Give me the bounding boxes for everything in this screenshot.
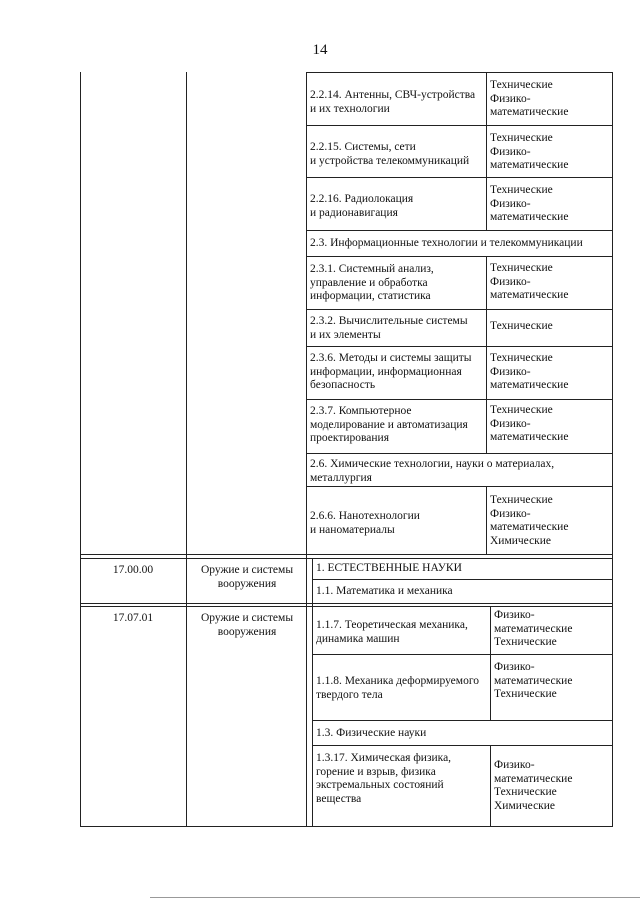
group-heading: 2.6. Химические технологии, науки о материалах, металлургия — [310, 458, 555, 484]
row-divider-full — [80, 554, 613, 555]
section-heading: 1. ЕСТЕСТВЕННЫЕ НАУКИ — [316, 562, 462, 574]
name-cell: Оружие и системы вооружения — [200, 612, 294, 638]
specialty-cell: 2.2.16. Радиолокация и радионавигация — [310, 193, 414, 219]
specialty-cell: 2.3.2. Вычислительные системы и их элементы — [310, 315, 468, 341]
fields-cell: Технические Физико- математические — [490, 262, 569, 301]
row-divider-full — [80, 558, 613, 559]
row-divider — [306, 346, 613, 347]
row-divider-full — [80, 603, 613, 604]
specialty-cell: 2.3.1. Системный анализ, управление и обработка информации, статистика — [310, 263, 434, 302]
specialty-cell: 2.3.7. Компьютерное моделирование и автоматизация проектирования — [310, 405, 468, 444]
scan-edge-line — [150, 897, 640, 901]
page-number: 14 — [312, 42, 328, 58]
col-divider-fields-a — [486, 72, 487, 230]
row-divider — [306, 230, 613, 231]
fields-cell: Технические Физико- математические — [490, 79, 569, 118]
specialty-cell: 2.6.6. Нанотехнологии и наноматериалы — [310, 510, 420, 536]
col-divider-fields-e — [490, 745, 491, 827]
col-divider-fields-d — [490, 606, 491, 720]
specialty-cell: 2.2.14. Антенны, СВЧ-устройства и их технологии — [310, 89, 476, 115]
specialty-cell: 1.3.17. Химическая физика, горение и взрыв, физика экстремальных состояний вещества — [316, 752, 452, 805]
col-divider-inner — [312, 558, 313, 827]
col-divider-fields-b — [486, 256, 487, 453]
row-divider — [306, 486, 613, 487]
col-divider-code — [186, 72, 187, 827]
row-divider — [312, 745, 613, 746]
fields-cell: Технические Физико- математические — [490, 132, 569, 171]
col-divider-fields-c — [486, 486, 487, 554]
specialty-cell: 1.1.7. Теоретическая механика, динамика машин — [316, 619, 468, 645]
row-divider — [312, 654, 613, 655]
fields-cell: Физико- математические Технические — [494, 609, 573, 648]
fields-cell: Технические Физико- математические — [490, 184, 569, 223]
row-divider-full — [80, 606, 613, 607]
row-divider — [312, 579, 613, 580]
fields-cell: Технические Физико- математические — [490, 404, 569, 443]
row-divider — [306, 125, 613, 126]
specialty-cell: 2.3.6. Методы и системы защиты информации, информационная безопасность — [310, 352, 472, 391]
fields-cell: Технические Физико- математические — [490, 352, 569, 391]
row-divider — [306, 177, 613, 178]
name-cell: Оружие и системы вооружения — [200, 564, 294, 590]
fields-cell: Физико- математические Технические — [494, 661, 573, 700]
code-cell: 17.07.01 — [112, 612, 154, 624]
group-heading: 1.3. Физические науки — [316, 727, 427, 739]
col-divider-name — [306, 72, 307, 827]
group-heading: 1.1. Математика и механика — [316, 585, 453, 597]
specialty-cell: 1.1.8. Механика деформируемого твердого тела — [316, 675, 479, 701]
fields-cell: Технические — [490, 320, 553, 332]
group-heading: 2.3. Информационные технологии и телекоммуникации — [310, 237, 583, 249]
fields-cell: Технические Физико- математические Химические — [490, 494, 569, 547]
row-divider — [306, 309, 613, 310]
row-divider — [312, 720, 613, 721]
row-divider — [306, 256, 613, 257]
top-border — [306, 72, 613, 73]
row-divider — [306, 453, 613, 454]
specialty-cell: 2.2.15. Системы, сети и устройства телекоммуникаций — [310, 141, 470, 167]
fields-cell: Физико- математические Технические Химические — [494, 759, 573, 812]
code-cell: 17.00.00 — [112, 564, 154, 576]
row-divider — [306, 399, 613, 400]
